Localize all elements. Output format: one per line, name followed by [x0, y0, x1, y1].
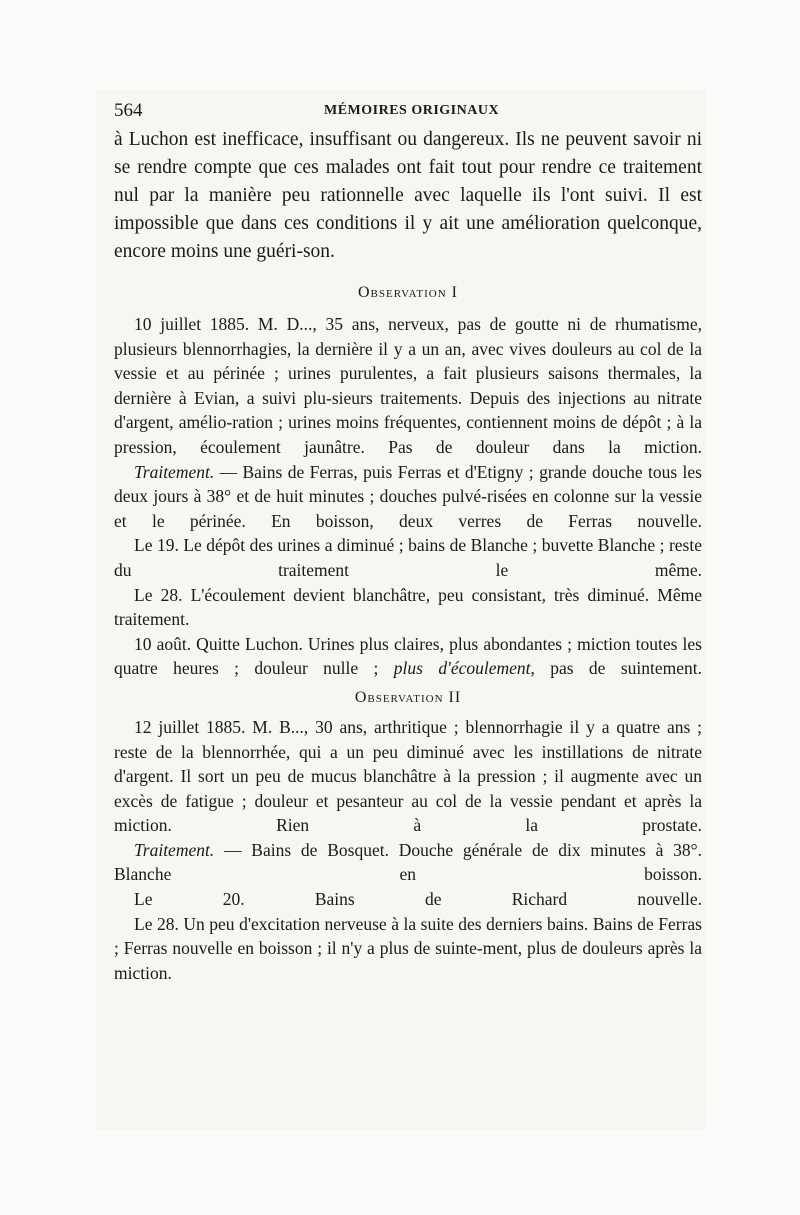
observation-1	[114, 312, 702, 681]
obs1-treatment-text: — Bains de Ferras, puis Ferras et d'Etigny ; grande douche tous les deux jours à 38° et de huit minutes ; douches pulvé-risées en colonne sur la vessie et le périnée. En boisson, deux verres de Ferras nouvelle.	[114, 461, 702, 531]
obs2-treatment-text: — Bains de Bosquet. Douche générale de dix minutes à 38°. Blanche en boisson.	[114, 839, 702, 885]
obs2-treatment-label: Traitement.	[134, 839, 215, 860]
obs2-paragraph-3: Le 20. Bains de Richard nouvelle.	[134, 889, 702, 910]
obs1-paragraph-1: 10 juillet 1885. M. D..., 35 ans, nerveux, pas de goutte ni de rhumatisme, plusieurs blennorrhagies, la dernière il y a un an, avec vives douleurs au col de la vessie et au périnée ; urines purulentes, a fait plusieurs saisons thermales, la dernière à Evian, a suivi plu-sieurs traitements. Depuis des injections au nitrate d'argent, amélio-ration ; urines moins fréquentes, contiennent moins de dépôt ; à la pression, écoulement jaunâtre. Pas de douleur dans la miction.	[114, 314, 702, 457]
page-body	[114, 126, 702, 985]
obs1-p5-italic: plus d'écoulement	[393, 658, 531, 679]
obs1-p5-start: 10 août. Quitte Luchon. Urines plus claires, plus abondantes ; miction toutes les quatre heures ; douleur nulle ;	[114, 633, 702, 679]
obs2-paragraph-1: 12 juillet 1885. M. B..., 30 ans, arthritique ; blennorrhagie il y a quatre ans ; reste de la blennorrhée, qui a un peu diminué avec les instillations de nitrate d'argent. Il sort un peu de mucus blanchâtre à la pression ; il augmente avec un excès de fatigue ; douleur et pesanteur au col de la vessie pendant et après la miction. Rien à la prostate.	[114, 716, 702, 836]
obs1-treatment-label: Traitement.	[134, 461, 215, 482]
obs1-paragraph-4: Le 28. L'écoulement devient blanchâtre, peu consistant, très diminué. Même traitement.	[114, 584, 702, 630]
observation-1-title: Observation I	[357, 284, 459, 301]
obs1-paragraph-3: Le 19. Le dépôt des urines a diminué ; bains de Blanche ; buvette Blanche ; reste du traitement le même.	[114, 535, 702, 580]
obs1-paragraph-5	[114, 632, 702, 681]
observation-2	[114, 715, 702, 986]
obs2-paragraph-2	[114, 838, 702, 887]
running-head: MÉMOIRES ORIGINAUX	[324, 103, 500, 118]
page-number: 564	[114, 100, 143, 121]
obs2-paragraph-4: Le 28. Un peu d'excitation nerveuse à la suite des derniers bains. Bains de Ferras ; Ferras nouvelle en boisson ; il n'y a plus de suinte-ment, plus de douleurs après la miction.	[114, 913, 702, 983]
obs1-p5-end: , pas de suintement.	[530, 658, 702, 679]
observation-2-title: Observation II	[354, 688, 462, 706]
intro-paragraph: à Luchon est inefficace, insuffisant ou dangereux. Ils ne peuvent savoir ni se rendre compte que ces malades ont fait tout pour rendre ce traitement nul par la manière peu rationnelle avec laquelle ils l'ont suivi. Il est impossible que dans ces conditions il y ait une amélioration quelconque, encore moins une guéri-son.	[114, 129, 702, 262]
obs1-paragraph-2	[114, 460, 702, 534]
